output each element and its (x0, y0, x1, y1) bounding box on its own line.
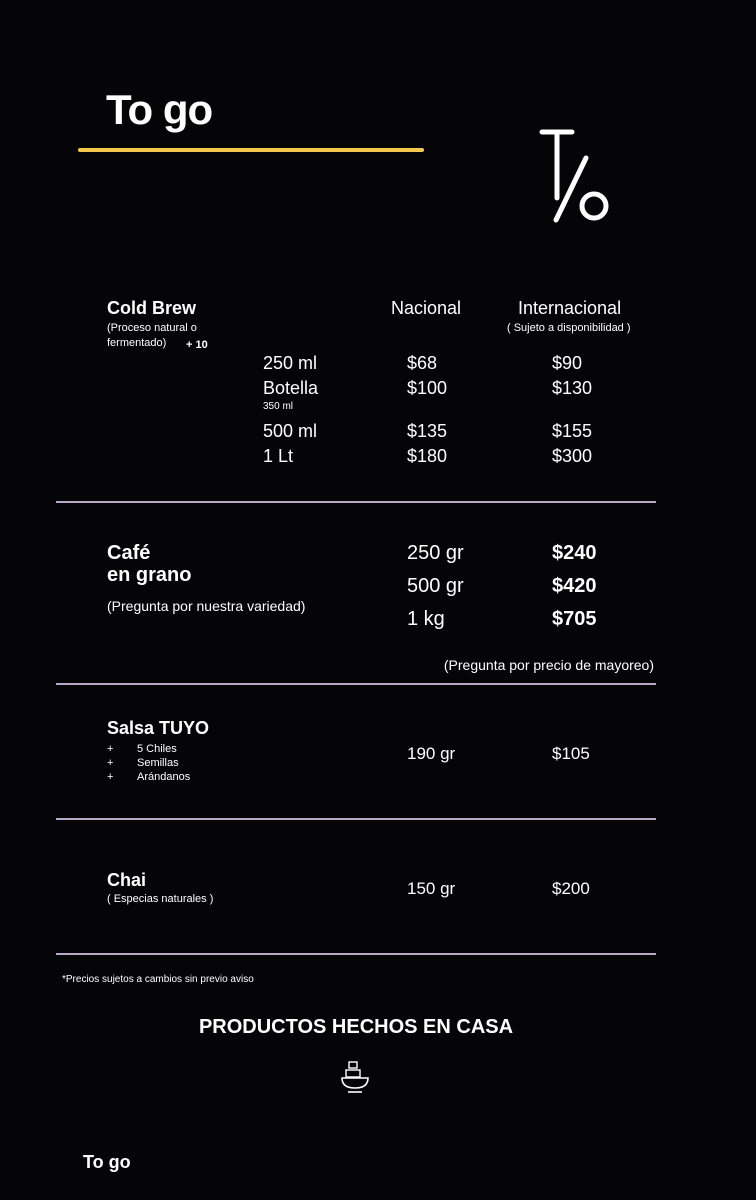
cold-brew-size: 500 ml (263, 421, 318, 441)
salsa-ingredient (107, 771, 190, 783)
page-title: To go (106, 86, 213, 133)
chai-price: $200 (552, 879, 590, 898)
cafe-name-line2: en grano (107, 564, 192, 586)
chai-name: Chai (107, 870, 147, 890)
section-divider (56, 683, 656, 685)
cold-brew-size: 250 ml (263, 353, 318, 373)
bullet: + (107, 743, 114, 755)
section-divider (56, 501, 656, 503)
section-divider (56, 818, 656, 820)
salsa-ingredient (107, 743, 177, 755)
cold-brew-extra: + 10 (186, 339, 208, 351)
title-underline (78, 148, 424, 152)
cold-brew-size-sub: 350 ml (263, 401, 294, 412)
cafe-price: $420 (552, 575, 597, 597)
cold-brew-price-nacional: $180 (407, 446, 448, 466)
cafe-size: 250 gr (407, 542, 464, 564)
salsa-size: 190 gr (407, 744, 456, 763)
cafe-price: $705 (552, 608, 597, 630)
tuyo-logo-icon (536, 126, 616, 226)
cafe-note: (Pregunta por nuestra variedad) (107, 598, 306, 614)
chai-size: 150 gr (407, 879, 456, 898)
salsa-price: $105 (552, 744, 590, 763)
col-internacional: Internacional (518, 298, 622, 318)
salsa-ingredient-label: 5 Chiles (137, 743, 177, 755)
chai-note: ( Especias naturales ) (107, 893, 214, 905)
cold-brew-price-nacional: $135 (407, 421, 448, 441)
cafe-name-line1: Café (107, 542, 151, 564)
cold-brew-price-nacional: $68 (407, 353, 438, 373)
col-nacional: Nacional (391, 298, 462, 318)
cold-brew-price-internacional: $130 (552, 378, 593, 398)
cold-brew-note-2: fermentado) (107, 337, 167, 349)
section-divider (56, 953, 656, 955)
cold-brew-size: Botella (263, 378, 319, 398)
cafe-price: $240 (552, 542, 597, 564)
footer-brand: To go (83, 1152, 131, 1172)
cold-brew-price-internacional: $155 (552, 421, 593, 441)
bullet: + (107, 771, 114, 783)
cafe-size: 1 kg (407, 608, 445, 630)
cold-brew-price-internacional: $300 (552, 446, 593, 466)
salsa-ingredient-label: Semillas (137, 757, 179, 769)
cold-brew-size: 1 Lt (263, 446, 294, 466)
footer-title: PRODUCTOS HECHOS EN CASA (198, 1016, 514, 1038)
bowl-icon (340, 1060, 370, 1096)
cold-brew-price-internacional: $90 (552, 353, 583, 373)
wholesale-note: (Pregunta por precio de mayoreo) (443, 657, 654, 673)
salsa-name: Salsa TUYO (107, 718, 210, 738)
cafe-size: 500 gr (407, 575, 464, 597)
cold-brew-note-1: (Proceso natural o (107, 322, 197, 334)
disclaimer: *Precios sujetos a cambios sin previo aviso (62, 974, 254, 985)
cold-brew-name: Cold Brew (107, 298, 197, 318)
cold-brew-price-nacional: $100 (407, 378, 448, 398)
salsa-ingredient-label: Arándanos (137, 771, 191, 783)
col-internacional-note: ( Sujeto a disponibilidad ) (507, 322, 631, 334)
bullet: + (107, 757, 114, 769)
salsa-ingredient (107, 757, 179, 769)
